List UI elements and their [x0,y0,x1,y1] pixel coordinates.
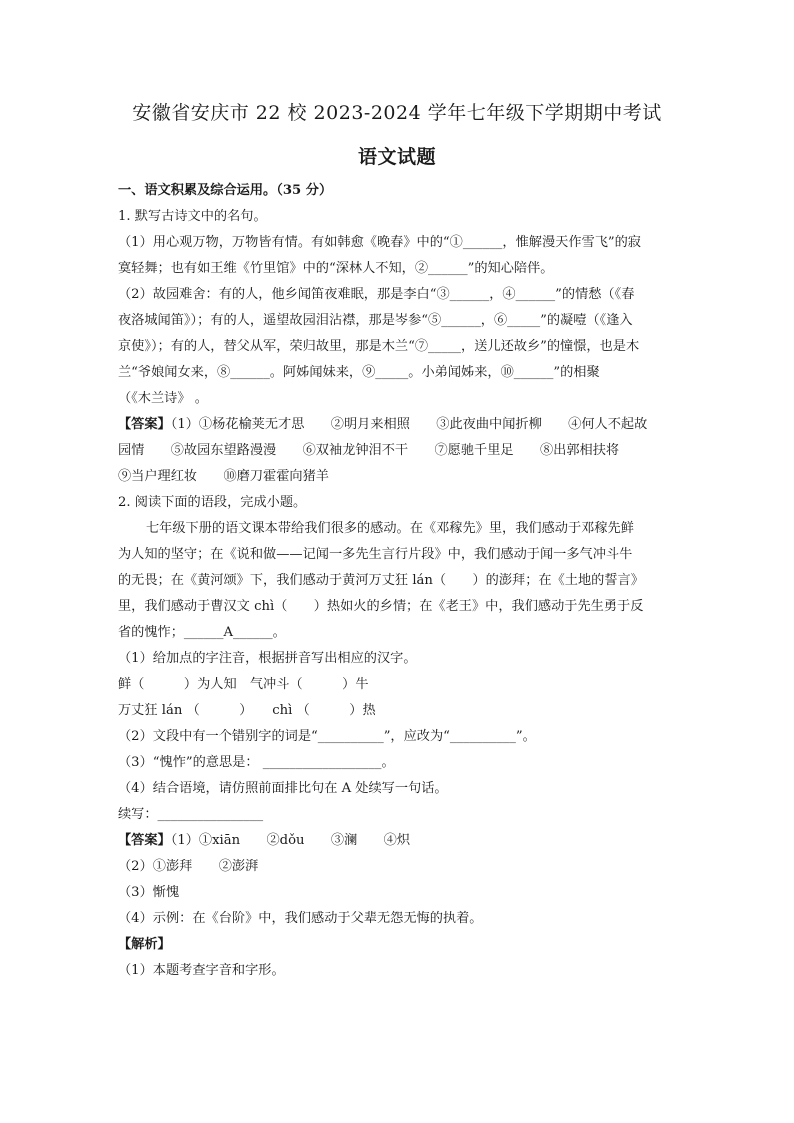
document-title: 安徽省安庆市 22 校 2023-2024 学年七年级下学期期中考试 [132,102,662,124]
analysis-tag: 【解析】 [118,937,171,952]
answer-2-line: （4）示例：在《台阶》中，我们感动于父辈无怨无悔的执着。 [118,911,483,926]
question-2-part: 万丈狂 lán （ ） chì （ ）热 [118,703,376,718]
document-subtitle: 语文试题 [357,146,436,168]
answer-1-line [118,412,678,438]
passage-line: 里，我们感动于曹汉文 chì（ ）热如火的乡情；在《老王》中，我们感动于先生勇于反 [118,599,644,614]
answer-2-line [118,828,678,854]
question-1-text: （《木兰诗》 。 [118,391,208,406]
section-heading: 一、语文积累及综合运用。（35 分） [118,183,333,198]
question-1-text: （1）用心观万物，万物皆有情。有如韩愈《晚春》中的“①______，惟解漫天作雪飞”的寂 [118,235,641,250]
question-1-text: 夜洛城闻笛》）；有的人，遥望故园泪沾襟，那是岑参“⑤______，⑥_____”的凝噎（《逢入 [118,313,633,328]
question-2-part: （4）结合语境，请仿照前面排比句在 A 处续写一句话。 [118,781,448,796]
answer-text: （1）①xiān ②dǒu ③澜 ④炽 [170,833,411,848]
question-2-part: （1）给加点的字注音，根据拼音写出相应的汉字。 [118,651,417,666]
question-1-heading: 1. 默写古诗文中的名句。 [118,209,267,224]
answer-tag: 【答案】 [118,417,171,432]
question-2-heading: 2. 阅读下面的语段，完成小题。 [118,495,307,510]
answer-2-line: （3）惭愧 [118,885,180,900]
question-2-part: （3）“愧怍”的意思是： __________________。 [118,755,395,770]
passage-line: 省的愧怍；______A______。 [118,625,286,640]
question-1-text: 寞轻舞；也有如王维《竹里馆》中的“深林人不知，②______”的知心陪伴。 [118,261,554,276]
answer-text: （1）①杨花榆荚无才思 ②明月来相照 ③此夜曲中闻折柳 ④何人不起故 [170,417,648,432]
passage-line: 七年级下册的语文课本带给我们很多的感动。在《邓稼先》里，我们感动于邓稼先鲜 [146,521,634,536]
answer-1-line: ⑨当户理红妆 ⑩磨刀霍霍向猪羊 [118,469,329,484]
document-body [118,178,678,984]
passage-line: 为人知的坚守；在《说和做——记闻一多先生言行片段》中，我们感动于闻一多气冲斗牛 [118,547,633,562]
passage-line: 的无畏；在《黄河颂》下，我们感动于黄河万丈狂 lán（ ）的澎拜；在《土地的誓言》 [118,573,644,588]
answer-2-line: （2）①澎拜 ②澎湃 [118,859,259,874]
question-2-part: （2）文段中有一个错别字的词是“__________”，应改为“__________”。 [118,729,536,744]
question-2-part: 鲜（ ）为人知 气冲斗（ ）牛 [118,677,369,692]
question-1-text: （2）故园难舍：有的人，他乡闻笛夜难眠，那是李白“③______，④______”的情愁（《春 [118,287,635,302]
question-2-part: 续写：________________ [118,807,264,822]
answer-tag: 【答案】 [118,833,171,848]
answer-1-line: 园情 ⑤故园东望路漫漫 ⑥双袖龙钟泪不干 ⑦愿驰千里足 ⑧出郭相扶将 [118,443,620,458]
question-1-text: 京使》）；有的人，替父从军，荣归故里，那是木兰“⑦_____，送儿还故乡”的憧憬，也是木 [118,339,640,354]
analysis-line: （1）本题考查字音和字形。 [118,963,285,978]
question-1-text: 兰“爷娘闻女来，⑧______。阿姊闻妹来，⑨_____。小弟闻姊来，⑩______”的相聚 [118,365,600,380]
